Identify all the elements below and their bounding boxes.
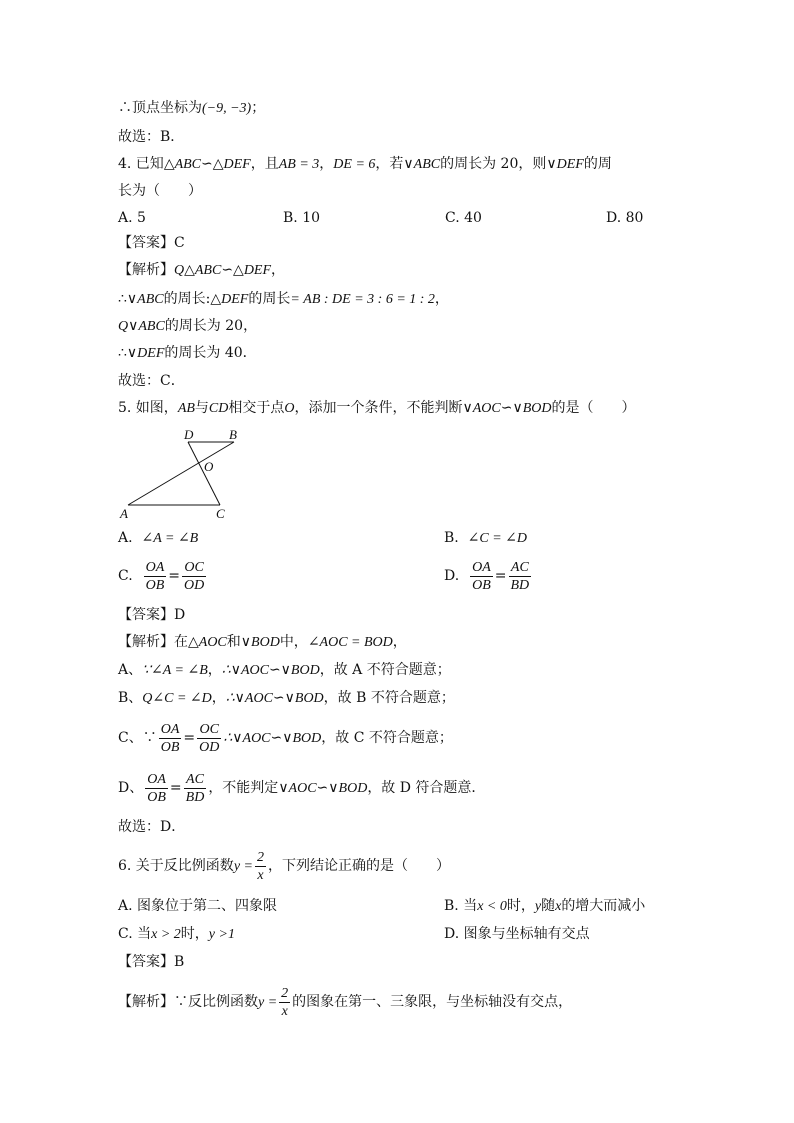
question-5-stem: 5. 如图，AB与CD相交于点O，添加一个条件，不能判断∨AOC∽∨BOD的是（ ） bbox=[118, 400, 636, 416]
q5-option-b: B. ∠C = ∠D bbox=[444, 530, 528, 546]
label-b: B bbox=[229, 427, 237, 442]
q4-answer: 【答案】C bbox=[118, 235, 185, 251]
label-o: O bbox=[204, 459, 214, 474]
q5-case-a: A、∵∠A = ∠B，∴∨AOC∽∨BOD，故 A 不符合题意； bbox=[118, 662, 451, 678]
q6-option-c: C. 当x > 2时，y >1 bbox=[118, 926, 235, 942]
geometry-figure bbox=[112, 422, 252, 522]
q4-option-c: C. 40 bbox=[445, 210, 482, 226]
q4-option-d: D. 80 bbox=[606, 210, 644, 226]
q6-answer: 【答案】B bbox=[118, 954, 185, 970]
label-d: D bbox=[184, 427, 194, 442]
q4-analysis: 【解析】Q△ABC∽△DEF， bbox=[118, 262, 286, 278]
question-4-stem-cont: 长为（ ） bbox=[118, 183, 202, 199]
q5-case-c: C、∵ $\frac{OA}{OB}$ = $\frac{OC}{OD}$ ∴∨AOC∽∨BOD，故 C 不符合题意； bbox=[118, 721, 453, 755]
q5-answer: 【答案】D bbox=[118, 607, 186, 623]
q6-option-b: B. 当x < 0时，y随x的增大而减小 bbox=[444, 898, 646, 914]
q4-step-1: ∴∨ABC的周长:△DEF的周长= AB : DE = 3 : 6 = 1 : 2， bbox=[118, 291, 449, 307]
q4-option-b: B. 10 bbox=[283, 210, 321, 226]
label-c: C bbox=[216, 506, 225, 521]
q5-option-c: C. $\frac{OA}{OB}$ = $\frac{OC}{OD}$ bbox=[118, 559, 205, 593]
q5-option-a: A. ∠A = ∠B bbox=[118, 530, 199, 546]
q5-case-d: D、 $\frac{OA}{OB}$ = $\frac{AC}{BD}$ ，不能判定∨AOC∽∨BOD，故 D 符合题意． bbox=[118, 771, 486, 805]
q6-option-a: A. 图象位于第二、四象限 bbox=[118, 898, 278, 914]
question-6-stem: 6. 关于反比例函数y = $\frac{2}{x}$ ，下列结论正确的是（ ） bbox=[118, 849, 450, 883]
q6-analysis: 【解析】∵反比例函数y = $\frac{2}{x}$ 的图象在第一、三象限，与坐标轴没有交点， bbox=[118, 985, 573, 1019]
q4-option-a: A. 5 bbox=[118, 210, 146, 226]
q5-option-d: D. $\frac{OA}{OB}$ = $\frac{AC}{BD}$ bbox=[444, 559, 530, 593]
q5-conclusion: 故选：D． bbox=[118, 819, 186, 835]
q4-step-2: Q∨ABC的周长为 20， bbox=[118, 318, 258, 334]
q6-option-d: D. 图象与坐标轴有交点 bbox=[444, 926, 590, 942]
q5-case-b: B、Q∠C = ∠D，∴∨AOC∽∨BOD，故 B 不符合题意； bbox=[118, 690, 455, 706]
text-line: ∴顶点坐标为(−9, −3)； bbox=[118, 100, 266, 116]
q4-conclusion: 故选：C． bbox=[118, 373, 185, 389]
q4-step-3: ∴∨DEF的周长为 40． bbox=[118, 345, 257, 361]
question-4-stem: 4. 已知△ABC∽△DEF，且AB = 3，DE = 6，若∨ABC的周长为 20，则∨DEF的周 bbox=[118, 156, 612, 172]
text-line: 故选：B． bbox=[118, 129, 185, 145]
label-a: A bbox=[120, 506, 128, 521]
q5-analysis: 【解析】在△AOC和∨BOD中，∠AOC = BOD， bbox=[118, 634, 407, 650]
segment-ba bbox=[128, 442, 234, 505]
